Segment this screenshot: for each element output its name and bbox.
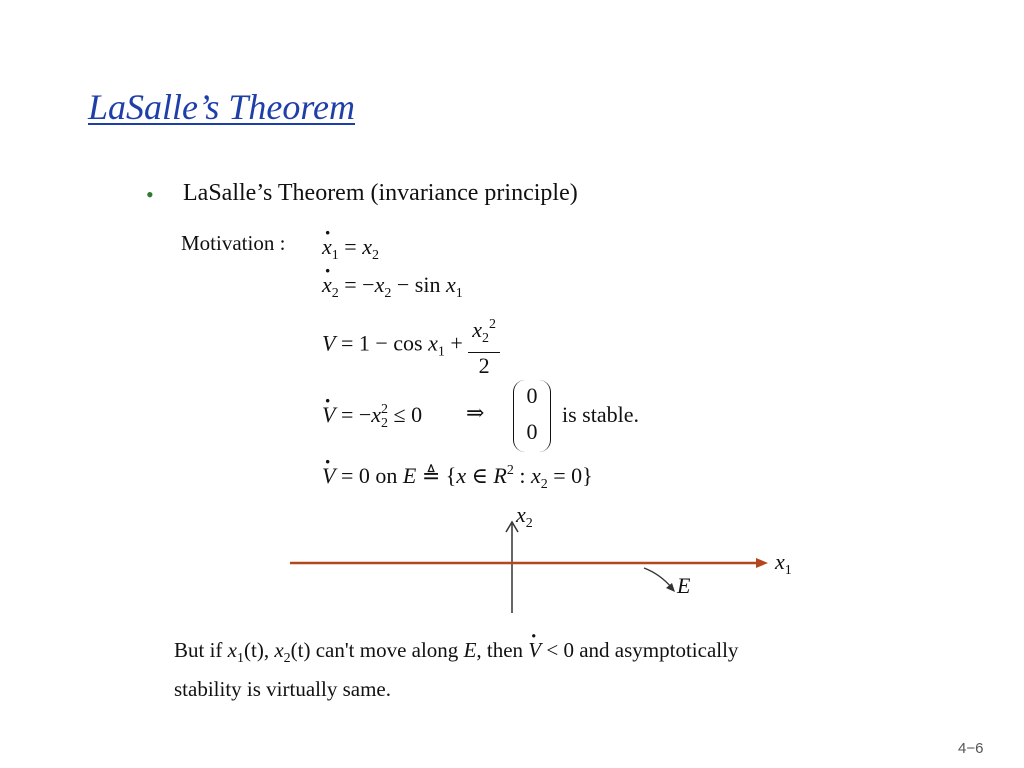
fraction: $\frac{x_2^2}{2}$: [468, 312, 500, 379]
stable-text: is stable.: [562, 402, 639, 427]
page-number: 4−6: [958, 740, 984, 757]
zero-vector: 0 0: [513, 380, 551, 452]
bullet-text: LaSalle’s Theorem (invariance principle): [183, 180, 578, 206]
equation-5: V · = 0 on E ≜ {x ∈ $R^2$ : $x_2 = 0$}: [322, 463, 593, 493]
x1-axis-arrowhead: [756, 558, 768, 568]
bullet-dot: •: [146, 182, 154, 207]
x2-axis-label: $x_2$: [516, 502, 533, 531]
E-pointer-arrowhead: [666, 583, 675, 592]
implies-symbol: ⇒: [466, 400, 485, 425]
conclusion-line-2: stability is virtually same.: [174, 677, 391, 701]
equation-2: $x \cdot_2 = -x_2 - \sin x_1$: [322, 272, 463, 302]
equation-3: $V = 1 - \cos x_1$ + $\frac{x_2^2}{2}$: [322, 312, 500, 379]
x1-axis-label: $x_1$: [775, 549, 792, 578]
slide-title: LaSalle’s Theorem: [88, 87, 356, 127]
conclusion-line-1: But if $x_1(t)$, $x_2(t)$ can't move along E, then V · < 0 and asymptotically: [174, 638, 738, 667]
equation-4: V · = $-x_2^2 \le 0$: [322, 402, 422, 432]
E-pointer-arrow: [644, 568, 672, 588]
motivation-label: Motivation :: [181, 231, 286, 255]
E-label: E: [677, 573, 691, 598]
equation-1: $x \cdot_1 = x_2$: [322, 234, 379, 264]
